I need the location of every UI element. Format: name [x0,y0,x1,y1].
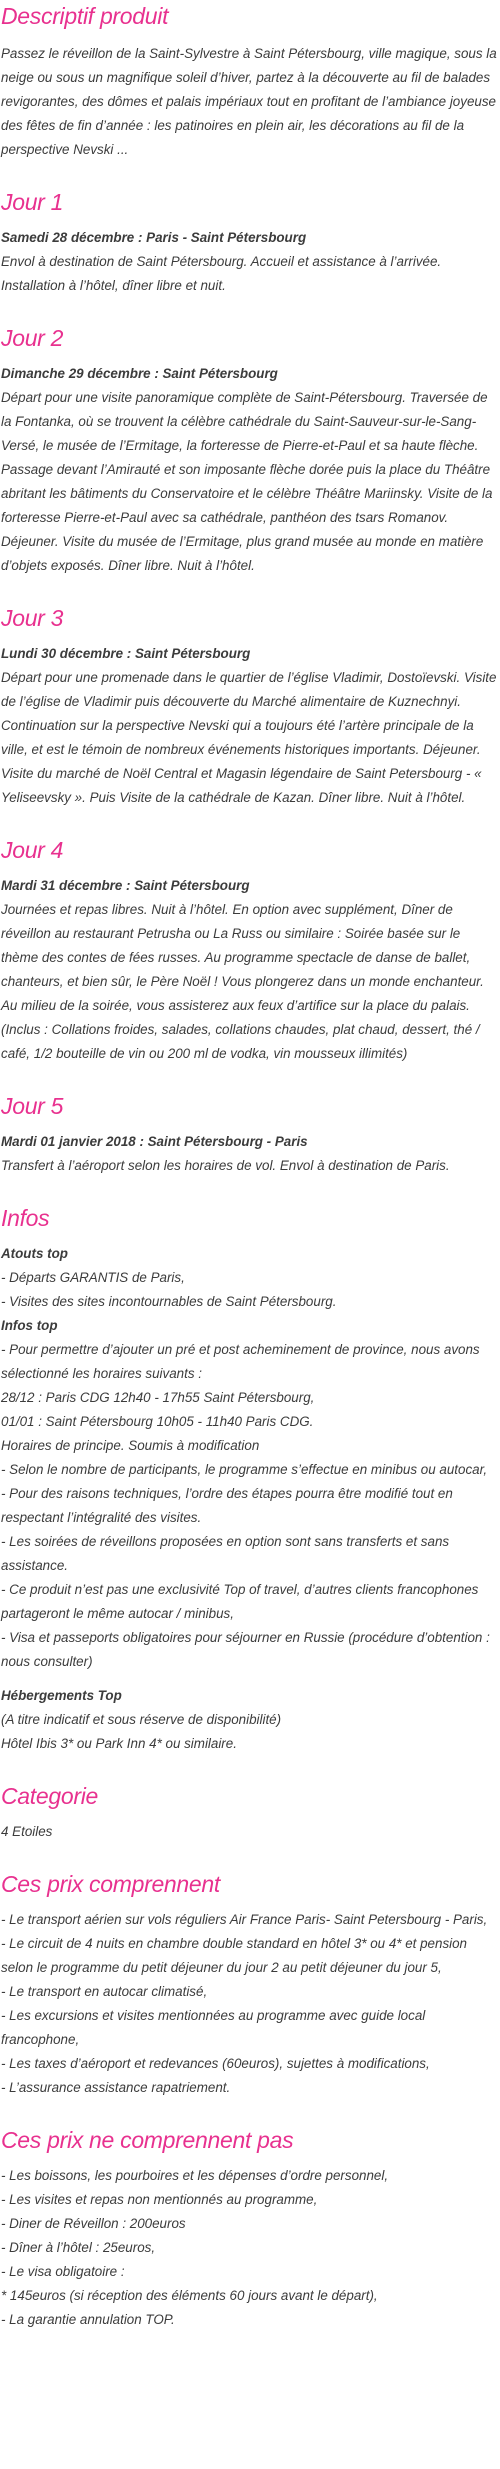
atouts-title: Atouts top [1,1246,68,1261]
atouts-item: - Départs GARANTIS de Paris, [1,1270,185,1285]
day-2-text: Départ pour une visite panoramique complète de Saint-Pétersbourg. Traversée de la Fontanka, où se trouvent la célèbre cathédrale du Saint-Sauveur-sur-le-Sang-Versé, le musée de l’Ermitage, la forteresse de Pierre-et-Paul et sa haute flèche. Passage devant l’Amirauté et son imposante flèche dorée puis la place du Théâtre abritant les bâtiments du Conservatoire et le célèbre Théâtre Mariinsky. Visite de la forteresse Pierre-et-Paul avec sa cathédrale, panthéon des tsars Romanov. Déjeuner. Visite du musée de l’Ermitage, plus grand musée au monde en matière d’objets exposés. Dîner libre. Nuit à l’hôtel. [1,390,493,573]
day-4-subtitle: Mardi 31 décembre : Saint Pétersbourg [1,878,250,893]
categorie-title: Categorie [1,1783,99,1809]
prix-comprennent-section [1,1870,500,2100]
prix-comprennent-title: Ces prix comprennent [1,1871,220,1897]
hebergements-title: Hébergements Top [1,1688,122,1703]
infos-top-item: 28/12 : Paris CDG 12h40 - 17h55 Saint Pétersbourg, [1,1390,315,1405]
infos-top-item: - Selon le nombre de participants, le programme s’effectue en minibus ou autocar, [1,1462,488,1477]
prix-comprennent-item: - Le transport aérien sur vols réguliers Air France Paris- Saint Petersbourg - Paris, [1,1912,488,1927]
day-3-title: Jour 3 [1,605,64,631]
infos-top-item: - Ce produit n’est pas une exclusivité Top of travel, d’autres clients francophones partageront le même autocar / minibus, [1,1582,479,1621]
descriptif-text: Passez le réveillon de la Saint-Sylvestre à Saint Pétersbourg, ville magique, sous la neige ou sous un magnifique soleil d’hiver, partez à la découverte au fil de balades revigorantes, des dômes et palais impériaux tout en profitant de l’ambiance joyeuse des fêtes de fin d’année : les patinoires en plein air, les décorations au fil de la perspective Nevski ... [1,46,497,157]
day-2-subtitle: Dimanche 29 décembre : Saint Pétersbourg [1,366,278,381]
infos-section [1,1204,500,1756]
day-3-subtitle: Lundi 30 décembre : Saint Pétersbourg [1,646,251,661]
day-3-section [1,604,500,810]
day-2-section [1,324,500,578]
day-1-subtitle: Samedi 28 décembre : Paris - Saint Pétersbourg [1,230,307,245]
day-5-text: Transfert à l’aéroport selon les horaires de vol. Envol à destination de Paris. [1,1158,450,1173]
prix-ne-comprennent-item: - Diner de Réveillon : 200euros [1,2216,186,2231]
day-1-section [1,188,500,298]
infos-top-item: - Pour des raisons techniques, l’ordre des étapes pourra être modifié tout en respectant l’intégralité des visites. [1,1486,453,1525]
prix-comprennent-item: - L’assurance assistance rapatriement. [1,2080,231,2095]
infos-title: Infos [1,1205,50,1231]
prix-ne-comprennent-item: - Dîner à l’hôtel : 25euros, [1,2240,156,2255]
prix-ne-comprennent-item: - Le visa obligatoire : [1,2264,125,2279]
day-1-text: Envol à destination de Saint Pétersbourg. Accueil et assistance à l’arrivée. Installation à l’hôtel, dîner libre et nuit. [1,254,442,293]
hebergements-item: (A titre indicatif et sous réserve de disponibilité) [1,1712,282,1727]
hebergements-item: Hôtel Ibis 3* ou Park Inn 4* ou similaire. [1,1736,237,1751]
categorie-value: 4 Etoiles [1,1824,53,1839]
infos-top-title: Infos top [1,1318,58,1333]
descriptif-section [1,0,500,162]
prix-ne-comprennent-item: * 145euros (si réception des éléments 60 jours avant le départ), [1,2288,378,2303]
day-2-title: Jour 2 [1,325,64,351]
prix-ne-comprennent-title: Ces prix ne comprennent pas [1,2127,294,2153]
day-1-title: Jour 1 [1,189,64,215]
prix-ne-comprennent-item: - La garantie annulation TOP. [1,2312,175,2327]
prix-comprennent-item: - Le circuit de 4 nuits en chambre double standard en hôtel 3* ou 4* et pension selon le programme du petit déjeuner du jour 2 au petit déjeuner du jour 5, [1,1936,468,1975]
prix-ne-comprennent-section [1,2126,500,2332]
day-5-section [1,1092,500,1178]
infos-top-item: Horaires de principe. Soumis à modification [1,1438,260,1453]
prix-ne-comprennent-item: - Les visites et repas non mentionnés au programme, [1,2192,318,2207]
prix-comprennent-item: - Le transport en autocar climatisé, [1,1984,208,1999]
infos-top-item: - Les soirées de réveillons proposées en option sont sans transferts et sans assistance. [1,1534,450,1573]
day-5-subtitle: Mardi 01 janvier 2018 : Saint Pétersbourg - Paris [1,1134,308,1149]
categorie-section [1,1782,500,1844]
descriptif-title: Descriptif produit [1,3,169,29]
atouts-item: - Visites des sites incontournables de Saint Pétersbourg. [1,1294,337,1309]
day-4-section [1,836,500,1066]
day-4-title: Jour 4 [1,837,64,863]
prix-comprennent-item: - Les taxes d’aéroport et redevances (60euros), sujettes à modifications, [1,2056,430,2071]
day-3-text: Départ pour une promenade dans le quartier de l’église Vladimir, Dostoïevski. Visite de l’église de Vladimir puis découverte du Marché alimentaire de Kuznechnyi. Continuation sur la perspective Nevski qui a toujours été l’artère principale de la ville, et est le témoin de nombreux événements historiques importants. Déjeuner. Visite du marché de Noël Central et Magasin légendaire de Saint Petersbourg - « Yeliseevsky ». Puis Visite de la cathédrale de Kazan. Dîner libre. Nuit à l’hôtel. [1,670,497,805]
prix-ne-comprennent-item: - Les boissons, les pourboires et les dépenses d’ordre personnel, [1,2168,389,2183]
infos-top-item: - Pour permettre d’ajouter un pré et post acheminement de province, nous avons sélectionné les horaires suivants : [1,1342,480,1381]
day-4-text: Journées et repas libres. Nuit à l’hôtel. En option avec supplément, Dîner de réveillon au restaurant Petrusha ou La Russ ou similaire : Soirée basée sur le thème des contes de fées russes. Au programme spectacle de danse de ballet, chanteurs, et bien sûr, le Père Noël ! Vous plongerez dans un monde enchanteur. Au milieu de la soirée, vous assisterez aux feux d’artifice sur la place du palais. (Inclus : Collations froides, salades, collations chaudes, plat chaud, dessert, thé / café, 1/2 bouteille de vin ou 200 ml de vodka, vin mousseux illimités) [1,902,484,1061]
infos-top-item: - Visa et passeports obligatoires pour séjourner en Russie (procédure d’obtention : nous consulter) [1,1630,490,1669]
infos-top-item: 01/01 : Saint Pétersbourg 10h05 - 11h40 Paris CDG. [1,1414,314,1429]
prix-comprennent-item: - Les excursions et visites mentionnées au programme avec guide local francophone, [1,2008,426,2047]
day-5-title: Jour 5 [1,1093,64,1119]
